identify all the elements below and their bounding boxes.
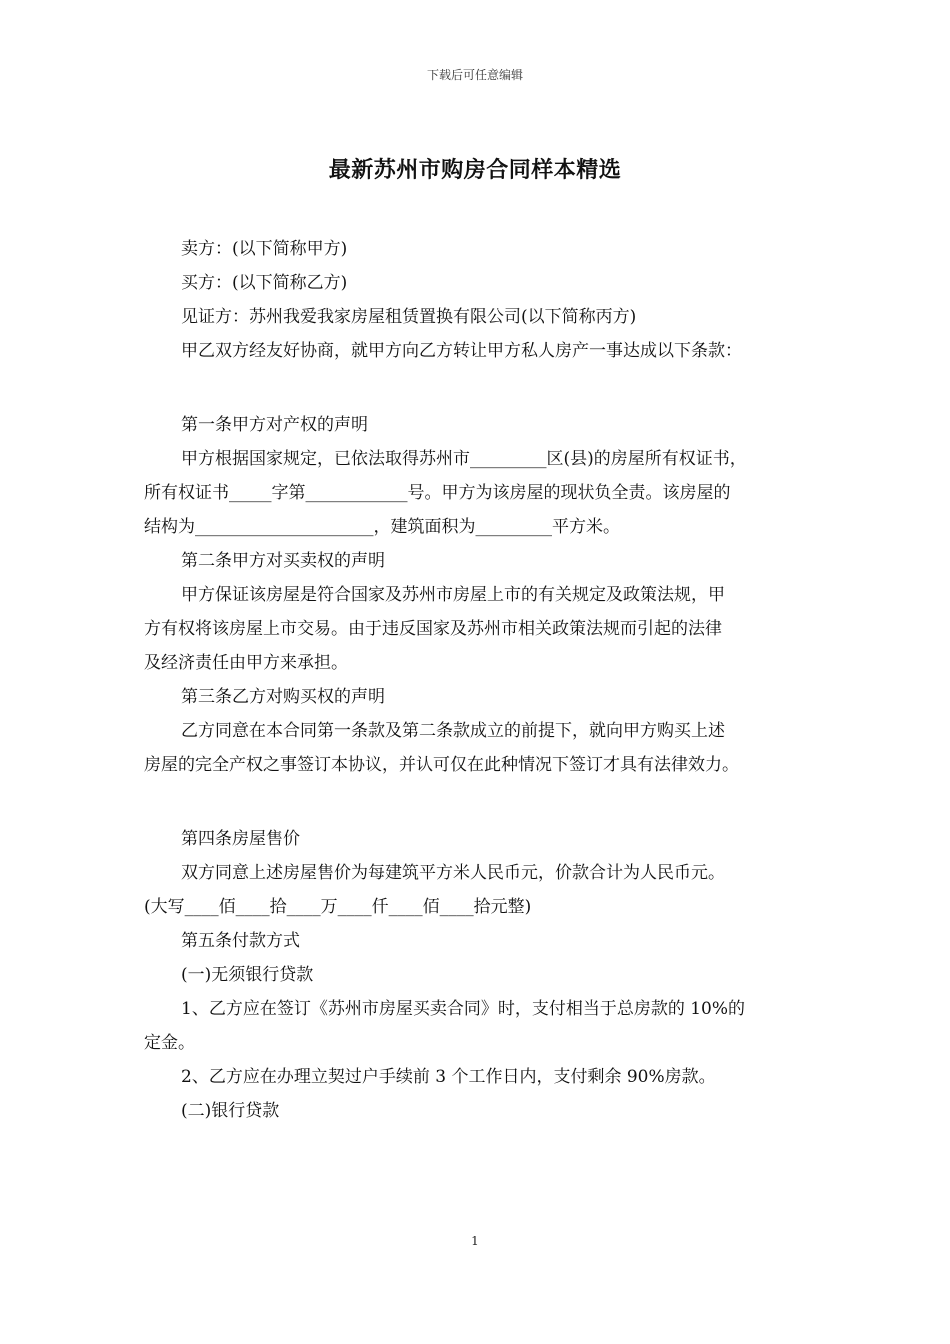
intro-paragraph: 甲乙双方经友好协商，就甲方向乙方转让甲方私人房产一事达成以下条款： <box>181 341 742 361</box>
article5-item1-line1: 1、乙方应在签订《苏州市房屋买卖合同》时，支付相当于总房款的 10%的 <box>181 999 746 1019</box>
article2-line1: 甲方保证该房屋是符合国家及苏州市房屋上市的有关规定及政策法规，甲 <box>181 585 725 605</box>
page-number: 1 <box>471 1234 479 1248</box>
spacer <box>144 782 824 822</box>
spacer <box>144 368 824 408</box>
header-note: 下载后可任意编辑 <box>426 68 523 82</box>
article5-item1-line2: 定金。 <box>144 1033 195 1053</box>
article5-heading: 第五条付款方式 <box>181 931 300 951</box>
article1-heading: 第一条甲方对产权的声明 <box>181 415 368 435</box>
article1-line2: 所有权证书_____字第____________号。甲方为该房屋的现状负全责。该房屋的 <box>144 483 731 503</box>
article5-item2: 2、乙方应在办理立契过户手续前 3 个工作日内，支付剩余 90%房款。 <box>181 1067 716 1087</box>
article5-sub1: (一)无须银行贷款 <box>181 965 314 985</box>
article4-line2: (大写____佰____拾____万____仟____佰____拾元整) <box>144 897 532 917</box>
article3-heading: 第三条乙方对购买权的声明 <box>181 687 385 707</box>
article3-line2: 房屋的完全产权之事签订本协议，并认可仅在此种情况下签订才具有法律效力。 <box>144 755 739 775</box>
document-body <box>144 232 824 1128</box>
article4-heading: 第四条房屋售价 <box>181 829 300 849</box>
seller-line: 卖方：(以下简称甲方) <box>181 239 348 259</box>
article2-line2: 方有权将该房屋上市交易。由于违反国家及苏州市相关政策法规而引起的法律 <box>144 619 722 639</box>
article3-line1: 乙方同意在本合同第一条款及第二条款成立的前提下，就向甲方购买上述 <box>181 721 725 741</box>
article2-heading: 第二条甲方对买卖权的声明 <box>181 551 385 571</box>
article1-line1: 甲方根据国家规定，已依法取得苏州市_________区(县)的房屋所有权证书， <box>181 449 747 469</box>
article2-line3: 及经济责任由甲方来承担。 <box>144 653 348 673</box>
article4-line1: 双方同意上述房屋售价为每建筑平方米人民币元，价款合计为人民币元。 <box>181 863 725 883</box>
article5-sub2: (二)银行贷款 <box>181 1101 280 1121</box>
document-title: 最新苏州市购房合同样本精选 <box>328 158 622 183</box>
witness-line: 见证方：苏州我爱我家房屋租赁置换有限公司(以下简称丙方) <box>181 307 637 327</box>
article1-line3: 结构为_____________________，建筑面积为_________平方米。 <box>144 517 620 537</box>
buyer-line: 买方：(以下简称乙方) <box>181 273 348 293</box>
